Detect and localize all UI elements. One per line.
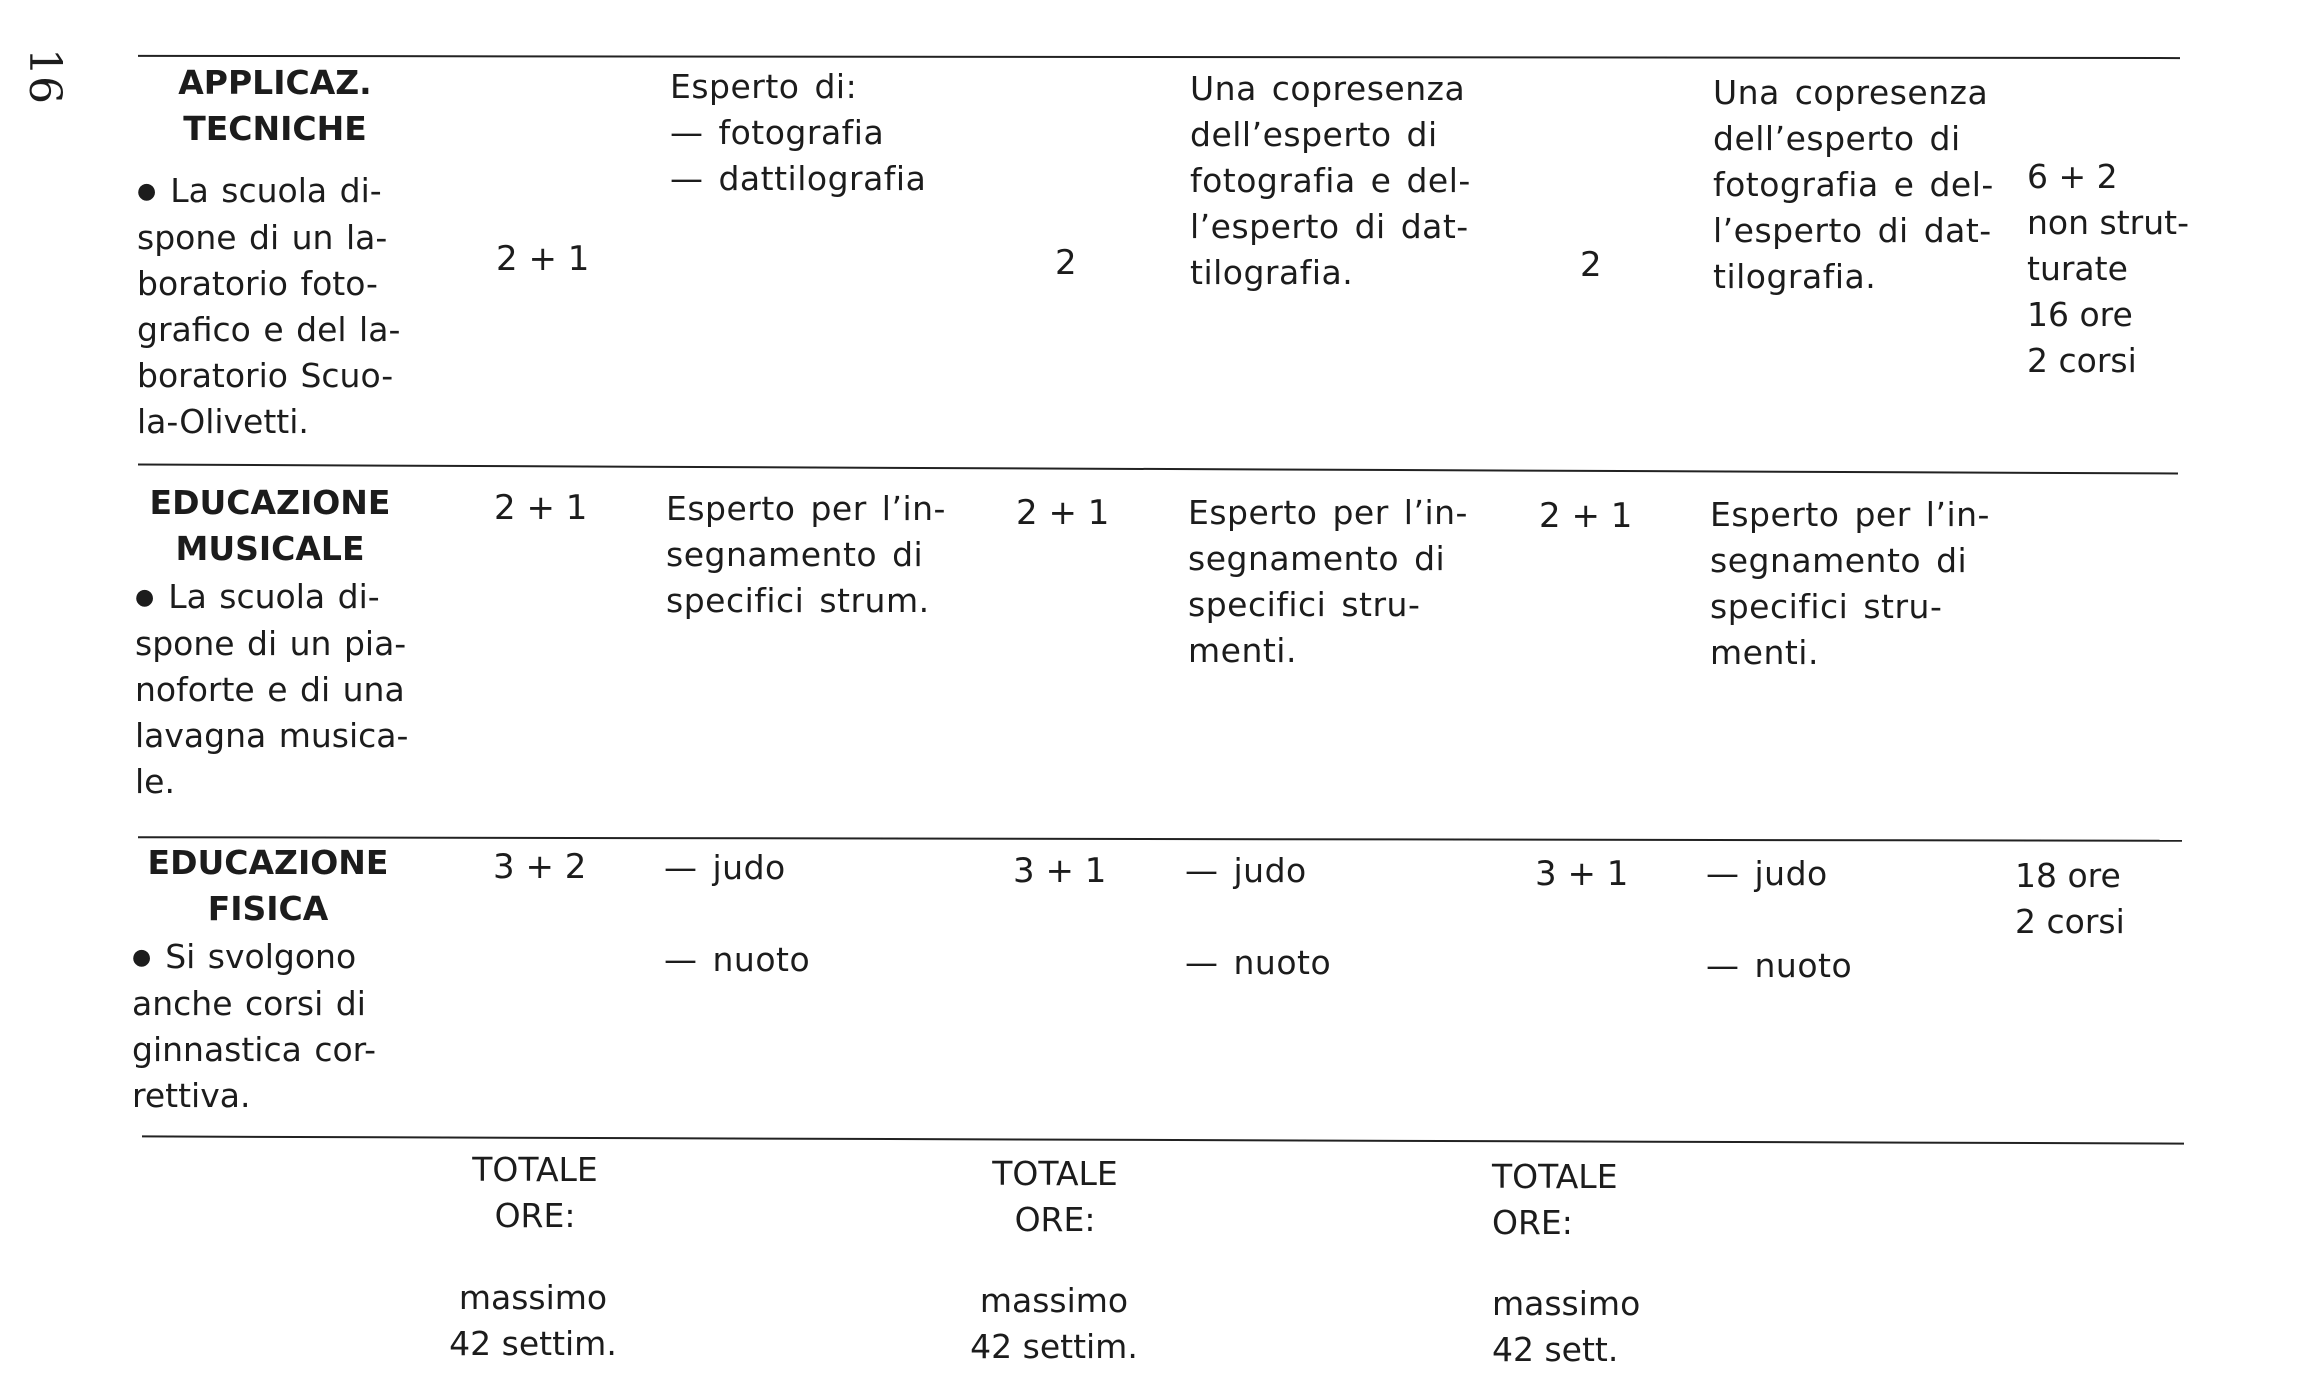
subject-note-educazione-musicale: ● La scuola di- spone di un pia- noforte e di una lavagna musica- le. bbox=[135, 574, 415, 805]
hours-1-educazione-fisica: 3 + 2 bbox=[493, 847, 587, 887]
subject-title-educazione-fisica: EDUCAZIONE FISICA bbox=[147, 843, 389, 928]
hours-1-educazione-musicale: 2 + 1 bbox=[494, 488, 588, 528]
extra-educazione-fisica: 18 ore 2 corsi bbox=[2015, 856, 2125, 941]
desc-3-educazione-musicale: Esperto per l’in- segnamento di specifici stru- menti. bbox=[1710, 495, 1990, 672]
desc-3-educazione-fisica-nuoto: — nuoto bbox=[1706, 946, 1853, 985]
row-divider-1 bbox=[138, 464, 2178, 475]
desc-3-applicaz-tecniche: Una copresenza dell’esperto di fotografia e del- l’esperto di dat- tilografia. bbox=[1713, 73, 1994, 296]
subject-note-applicaz-tecniche: ● La scuola di- spone di un la- boratorio foto- grafico e del la- boratorio Scuo- la-Olivetti. bbox=[137, 168, 417, 445]
hours-2-applicaz-tecniche: 2 bbox=[1055, 243, 1077, 283]
hours-3-applicaz-tecniche: 2 bbox=[1580, 245, 1602, 285]
desc-2-educazione-fisica-judo: — judo bbox=[1185, 851, 1307, 890]
total-label-1: TOTALE ORE: bbox=[472, 1150, 598, 1235]
desc-2-educazione-fisica-nuoto: — nuoto bbox=[1185, 943, 1332, 982]
extra-applicaz-tecniche: 6 + 2 non strut- turate 16 ore 2 corsi bbox=[2027, 157, 2189, 380]
total-value-3: massimo 42 sett. bbox=[1492, 1284, 1641, 1369]
desc-1-applicaz-tecniche: Esperto di: — fotografia — dattilografia bbox=[670, 67, 927, 198]
row-divider-2 bbox=[138, 836, 2182, 842]
desc-3-educazione-fisica-judo: — judo bbox=[1706, 854, 1828, 893]
subject-note-educazione-fisica: ● Si svolgono anche corsi di ginnastica cor- rettiva. bbox=[132, 934, 412, 1119]
total-label-3: TOTALE ORE: bbox=[1492, 1157, 1618, 1242]
desc-2-applicaz-tecniche: Una copresenza dell’esperto di fotografia e del- l’esperto di dat- tilografia. bbox=[1190, 69, 1471, 292]
desc-2-educazione-musicale: Esperto per l’in- segnamento di specifici stru- menti. bbox=[1188, 493, 1468, 670]
hours-2-educazione-musicale: 2 + 1 bbox=[1016, 493, 1110, 533]
page-number: 16 bbox=[19, 48, 70, 104]
table-top-rule bbox=[138, 55, 2180, 59]
desc-1-educazione-fisica-judo: — judo bbox=[664, 848, 786, 887]
hours-3-educazione-fisica: 3 + 1 bbox=[1535, 854, 1629, 894]
subject-title-educazione-musicale: EDUCAZIONE MUSICALE bbox=[149, 483, 391, 568]
desc-1-educazione-fisica-nuoto: — nuoto bbox=[664, 940, 811, 979]
total-value-1: massimo 42 settim. bbox=[449, 1278, 617, 1363]
desc-1-educazione-musicale: Esperto per l’in- segnamento di specifici strum. bbox=[666, 489, 946, 620]
hours-2-educazione-fisica: 3 + 1 bbox=[1013, 851, 1107, 891]
total-label-2: TOTALE ORE: bbox=[992, 1154, 1118, 1239]
hours-3-educazione-musicale: 2 + 1 bbox=[1539, 496, 1633, 536]
total-value-2: massimo 42 settim. bbox=[970, 1281, 1138, 1366]
totals-rule bbox=[142, 1135, 2184, 1144]
subject-title-applicaz-tecniche: APPLICAZ. TECNICHE bbox=[178, 63, 372, 148]
hours-1-applicaz-tecniche: 2 + 1 bbox=[496, 239, 590, 279]
